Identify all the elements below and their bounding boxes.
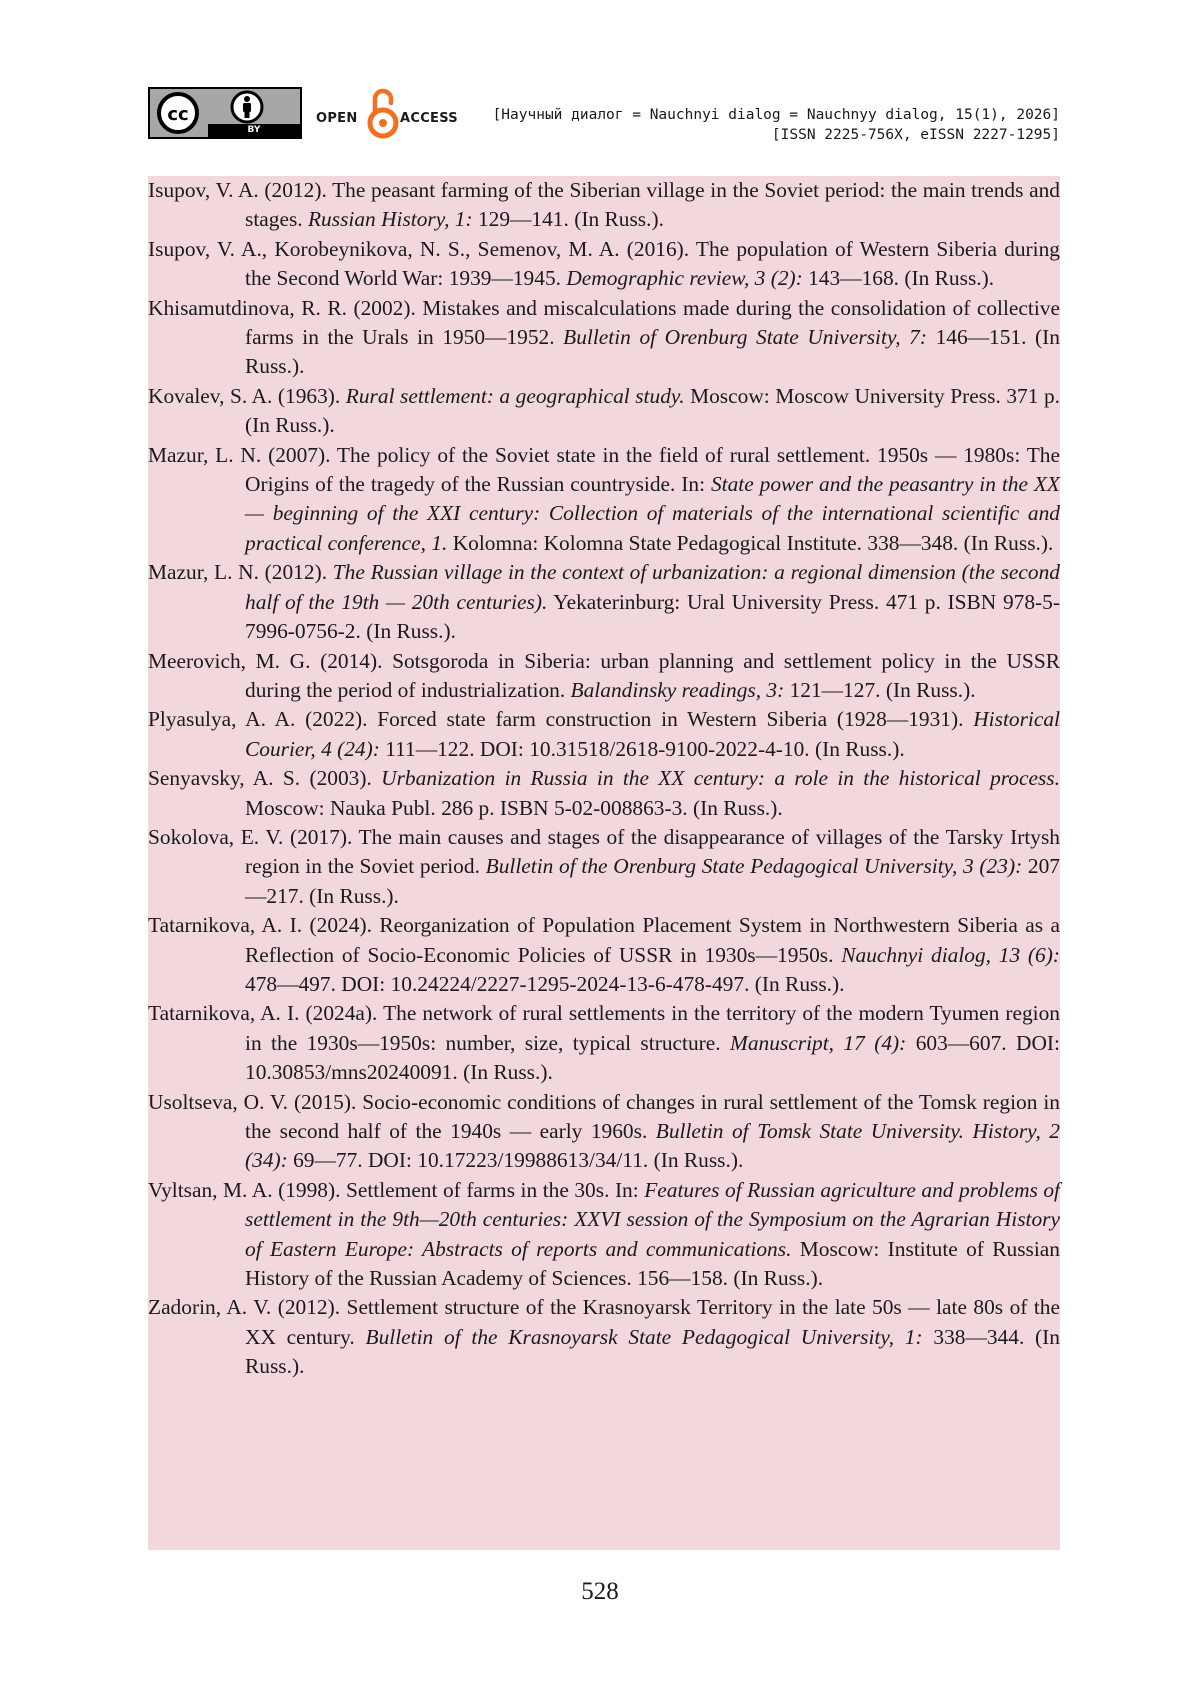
reference-item: Isupov, V. A. (2012). The peasant farming of the Siberian village in the Soviet period: the main trends and stages. Russian History, 1: 129—141. (In Russ.).	[148, 178, 1060, 232]
page-header	[148, 85, 1060, 145]
reference-item: Zadorin, A. V. (2012). Settlement structure of the Krasnoyarsk Territory in the late 50s — late 80s of the XX century. Bulletin of the Krasnoyarsk State Pedagogical University, 1: 338—344. (In Russ.).	[148, 1295, 1060, 1379]
open-lock-icon	[366, 87, 400, 141]
open-access-access-text: ACCESS	[400, 111, 458, 126]
open-access-open-text: OPEN	[316, 111, 358, 126]
reference-list	[148, 176, 1060, 1550]
cc-by-license-badge	[148, 87, 302, 139]
reference-item: Tatarnikova, A. I. (2024a). The network of rural settlements in the territory of the modern Tyumen region in the 1930s—1950s: number, size, typical structure. Manuscript, 17 (4): 603—607. DOI: 10.30853/mns20240091. (In Russ.).	[148, 1001, 1060, 1085]
journal-info	[493, 105, 1060, 145]
reference-item: Vyltsan, M. A. (1998). Settlement of farms in the 30s. In: Features of Russian agriculture and problems of settlement in the 9th—20th centuries: XXVI session of the Symposium on the Agrarian History of Eastern Europe: Abstracts of reports and communications. Moscow: Institute of Russian History of the Russian Academy of Sciences. 156—158. (In Russ.).	[148, 1177, 1060, 1291]
cc-by-label: BY	[247, 125, 261, 135]
reference-item: Khisamutdinova, R. R. (2002). Mistakes and miscalculations made during the consolidation of collective farms in the Urals in 1950—1952. Bulletin of Orenburg State University, 7: 146—151. (In Russ.).	[148, 295, 1060, 379]
journal-citation: [Научный диалог = Nauchnyi dialog = Nauchnyy dialog, 15(1), 2026]	[492, 107, 1060, 123]
reference-item: Plyasulya, A. A. (2022). Forced state farm construction in Western Siberia (1928—1931). Historical Courier, 4 (24): 111—122. DOI: 10.31518/2618-9100-2022-4-10. (In Russ.).	[148, 707, 1060, 761]
reference-item: Senyavsky, A. S. (2003). Urbanization in Russia in the XX century: a role in the historical process. Moscow: Nauka Publ. 286 p. ISBN 5-02-008863-3. (In Russ.).	[148, 766, 1060, 820]
reference-item: Kovalev, S. A. (1963). Rural settlement: a geographical study. Moscow: Moscow University Press. 371 p. (In Russ.).	[148, 383, 1060, 438]
reference-item: Tatarnikova, A. I. (2024). Reorganization of Population Placement System in Northwestern Siberia as a Reflection of Socio-Economic Policies of USSR in 1930s—1950s. Nauchnyi dialog, 13 (6): 478—497. DOI: 10.24224/2227-1295-2024-13-6-478-497. (In Russ.).	[148, 913, 1060, 996]
reference-item: Mazur, L. N. (2012). The Russian village in the context of urbanization: a regional dimension (the second half of the 19th — 20th centuries). Yekaterinburg: Ural University Press. 471 p. ISBN 978-5-7996-0756-2. (In Russ.).	[148, 560, 1060, 644]
attribution-person-icon	[230, 90, 264, 124]
journal-issn: [ISSN 2225-756X, eISSN 2227-1295]	[771, 127, 1060, 143]
svg-text:cc: cc	[167, 104, 189, 125]
reference-item: Meerovich, M. G. (2014). Sotsgoroda in Siberia: urban planning and settlement policy in the USSR during the period of industrialization. Balandinsky readings, 3: 121—127. (In Russ.).	[148, 648, 1060, 702]
reference-item: Usoltseva, O. V. (2015). Socio-economic conditions of changes in rural settlement of the Tomsk region in the second half of the 1940s — early 1960s. Bulletin of Tomsk State University. History, 2 (34): 69—77. DOI: 10.17223/19988613/34/11. (In Russ.).	[148, 1089, 1060, 1173]
page-number: 528	[581, 1578, 619, 1605]
open-access-logo	[316, 87, 466, 141]
reference-item: Mazur, L. N. (2007). The policy of the Soviet state in the field of rural settlement. 1950s — 1980s: The Origins of the tragedy of the Russian countryside. In: State power and the peasantry in the XX — beginning of the XXI century: Collection of materials of the international scientific and practical conference, 1. Kolomna: Kolomna State Pedagogical Institute. 338—348. (In Russ.).	[148, 442, 1060, 555]
cc-icon	[153, 91, 203, 135]
reference-item: Isupov, V. A., Korobeynikova, N. S., Semenov, M. A. (2016). The population of Western Siberia during the Second World War: 1939—1945. Demographic review, 3 (2): 143—168. (In Russ.).	[148, 236, 1060, 291]
reference-item: Sokolova, E. V. (2017). The main causes and stages of the disappearance of villages of the Tarsky Irtysh region in the Soviet period. Bulletin of the Orenburg State Pedagogical University, 3 (23): 207—217. (In Russ.).	[148, 824, 1060, 908]
